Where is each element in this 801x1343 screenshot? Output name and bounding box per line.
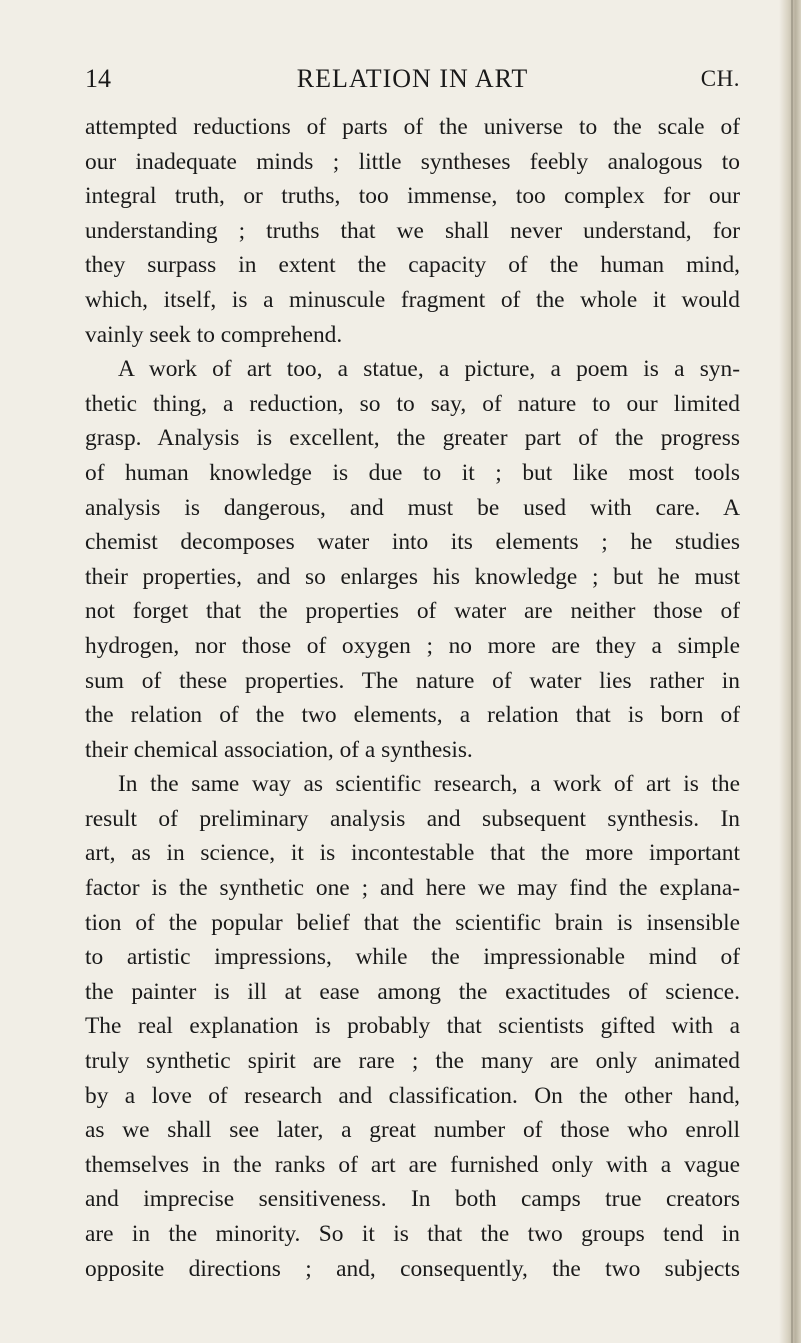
text-line: result of preliminary analysis and subsequent synthesis. In xyxy=(85,805,740,832)
text-line: they surpass in extent the capacity of the human mind, xyxy=(85,252,740,279)
text-line: In the same way as scientific research, a work of art is the xyxy=(118,771,740,798)
running-title: RELATION IN ART xyxy=(296,64,529,93)
binding-shadow xyxy=(779,0,801,1343)
text-line: The real explanation is probably that scientists gifted with a xyxy=(85,1013,740,1040)
text-line: which, itself, is a minuscule fragment of the whole it would xyxy=(85,286,740,313)
text-line: the painter is ill at ease among the exactitudes of science. xyxy=(85,978,740,1005)
text-line: chemist decomposes water into its elements ; he studies xyxy=(85,529,740,556)
binding-edge xyxy=(791,0,793,1343)
text-line: truly synthetic spirit are rare ; the many are only animated xyxy=(85,1048,740,1075)
page-number: 14 xyxy=(85,64,111,93)
paragraph xyxy=(85,110,740,352)
text-line: and imprecise sensitiveness. In both camps true creators xyxy=(85,1186,740,1213)
text-line: hydrogen, nor those of oxygen ; no more are they a simple xyxy=(85,632,740,659)
body-text xyxy=(85,110,740,1286)
text-line: sum of these properties. The nature of water lies rather in xyxy=(85,667,740,694)
text-line: understanding ; truths that we shall never understand, for xyxy=(85,217,740,244)
text-line: the relation of the two elements, a relation that is born of xyxy=(85,702,740,729)
text-line: by a love of research and classification. On the other hand, xyxy=(85,1082,740,1109)
text-line: thetic thing, a reduction, so to say, of nature to our limited xyxy=(85,390,740,417)
text-line: vainly seek to comprehend. xyxy=(85,321,343,348)
paragraph xyxy=(85,352,740,767)
text-line: to artistic impressions, while the impressionable mind of xyxy=(85,944,740,971)
text-line: factor is the synthetic one ; and here we may find the explana- xyxy=(85,875,740,902)
text-line: art, as in science, it is incontestable that the more important xyxy=(85,840,740,867)
text-line: are in the minority. So it is that the two groups tend in xyxy=(85,1221,740,1247)
text-line: integral truth, or truths, too immense, too complex for our xyxy=(85,183,740,210)
text-line: opposite directions ; and, consequently, the two subjects xyxy=(85,1255,740,1282)
page-header xyxy=(85,64,740,100)
text-line: grasp. Analysis is excellent, the greater part of the progress xyxy=(85,425,740,452)
text-line: their chemical association, of a synthesis. xyxy=(85,736,473,763)
text-line: as we shall see later, a great number of those who enroll xyxy=(85,1117,740,1144)
text-line: tion of the popular belief that the scientific brain is insensible xyxy=(85,909,740,936)
text-line: our inadequate minds ; little syntheses feebly analogous to xyxy=(85,148,740,175)
text-line: A work of art too, a statue, a picture, a poem is a syn- xyxy=(118,356,740,383)
paragraph xyxy=(85,767,740,1286)
text-line: of human knowledge is due to it ; but like most tools xyxy=(85,459,740,486)
chapter-mark: CH. xyxy=(700,66,740,91)
text-line: analysis is dangerous, and must be used with care. A xyxy=(85,494,740,521)
text-line: themselves in the ranks of art are furnished only with a vague xyxy=(85,1151,740,1178)
text-line: not forget that the properties of water are neither those of xyxy=(85,598,740,625)
text-line: attempted reductions of parts of the universe to the scale of xyxy=(85,114,740,140)
text-line: their properties, and so enlarges his knowledge ; but he must xyxy=(85,563,740,590)
